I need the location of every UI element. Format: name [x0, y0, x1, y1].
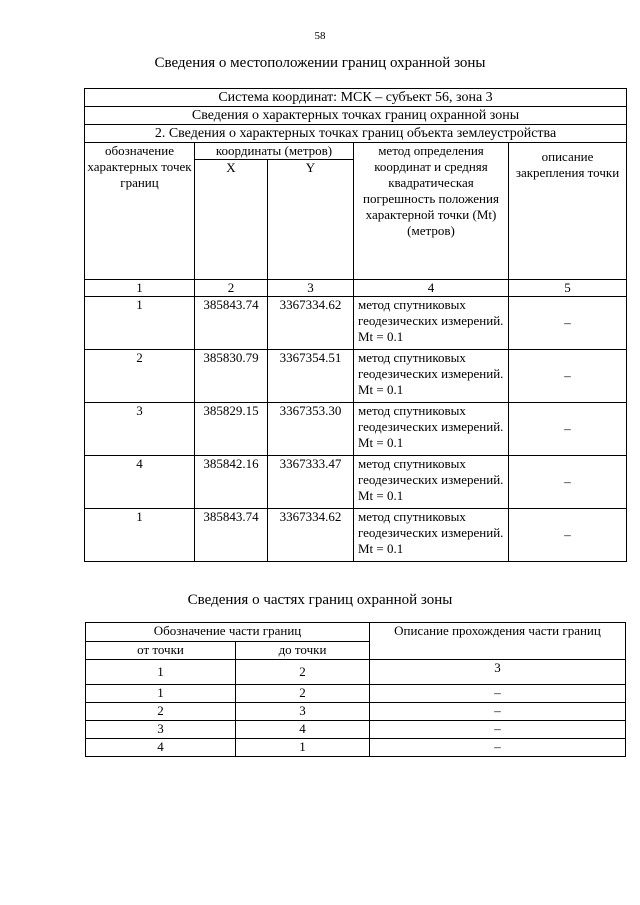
coord-y: 3367354.51: [268, 350, 354, 403]
table-row: [85, 350, 627, 403]
route-description: –: [370, 721, 626, 739]
point-description: –: [509, 456, 627, 509]
point-id: 1: [85, 509, 195, 562]
method-text: метод спутниковых геодезических измерений. Mt = 0.1: [354, 403, 509, 456]
col-number: 5: [509, 280, 627, 297]
from-point: 3: [86, 721, 236, 739]
point-description: –: [509, 350, 627, 403]
table-row: [86, 703, 626, 721]
table-row: [85, 456, 627, 509]
col-number: 3: [268, 280, 354, 297]
point-description: –: [509, 403, 627, 456]
point-id: 4: [85, 456, 195, 509]
point-id: 2: [85, 350, 195, 403]
header-from: от точки: [86, 642, 236, 660]
col-number: 3: [370, 660, 626, 685]
table-row: [85, 509, 627, 562]
col-number: 2: [195, 280, 268, 297]
from-point: 2: [86, 703, 236, 721]
coord-x: 385830.79: [195, 350, 268, 403]
coord-x: 385842.16: [195, 456, 268, 509]
col-number: 2: [236, 660, 370, 685]
to-point: 3: [236, 703, 370, 721]
heading-parts: Сведения о частях границ охранной зоны: [187, 592, 453, 608]
from-point: 4: [86, 739, 236, 757]
heading-location: Сведения о местоположении границ охранной зоны: [154, 55, 486, 71]
coord-system: Система координат: МСК – субъект 56, зона 3: [85, 89, 627, 107]
points-subtitle: Сведения о характерных точках границ охранной зоны: [85, 107, 627, 125]
page-number: 58: [314, 30, 326, 42]
method-text: метод спутниковых геодезических измерений. Mt = 0.1: [354, 509, 509, 562]
col-number: 1: [86, 660, 236, 685]
col-number: 1: [85, 280, 195, 297]
coord-y: 3367334.62: [268, 509, 354, 562]
from-point: 1: [86, 685, 236, 703]
points-table: [84, 88, 627, 562]
table-row: [85, 297, 627, 350]
header-designation: обозначение характерных точек границ: [85, 143, 195, 280]
to-point: 1: [236, 739, 370, 757]
section-title: 2. Сведения о характерных точках границ объекта землеустройства: [85, 125, 627, 143]
coord-y: 3367334.62: [268, 297, 354, 350]
header-part-designation: Обозначение части границ: [86, 623, 370, 642]
coord-y: 3367333.47: [268, 456, 354, 509]
header-description: описание закрепления точки: [509, 143, 627, 280]
to-point: 4: [236, 721, 370, 739]
point-id: 1: [85, 297, 195, 350]
to-point: 2: [236, 685, 370, 703]
header-method: метод определения координат и средняя квадратическая погрешность положения характерной точки (Mt) (метров): [354, 143, 509, 280]
method-text: метод спутниковых геодезических измерений. Mt = 0.1: [354, 456, 509, 509]
point-id: 3: [85, 403, 195, 456]
coord-x: 385829.15: [195, 403, 268, 456]
header-x: X: [195, 160, 268, 280]
method-text: метод спутниковых геодезических измерений. Mt = 0.1: [354, 297, 509, 350]
table-row: [85, 403, 627, 456]
point-description: –: [509, 297, 627, 350]
table-row: [86, 685, 626, 703]
coord-y: 3367353.30: [268, 403, 354, 456]
header-route: Описание прохождения части границ: [370, 623, 626, 660]
table-row: [86, 739, 626, 757]
method-text: метод спутниковых геодезических измерений. Mt = 0.1: [354, 350, 509, 403]
table-row: [86, 721, 626, 739]
coord-x: 385843.74: [195, 509, 268, 562]
col-number: 4: [354, 280, 509, 297]
route-description: –: [370, 703, 626, 721]
point-description: –: [509, 509, 627, 562]
parts-table: [85, 622, 626, 757]
route-description: –: [370, 685, 626, 703]
header-y: Y: [268, 160, 354, 280]
route-description: –: [370, 739, 626, 757]
header-coordinates: координаты (метров): [195, 143, 354, 160]
header-to: до точки: [236, 642, 370, 660]
coord-x: 385843.74: [195, 297, 268, 350]
